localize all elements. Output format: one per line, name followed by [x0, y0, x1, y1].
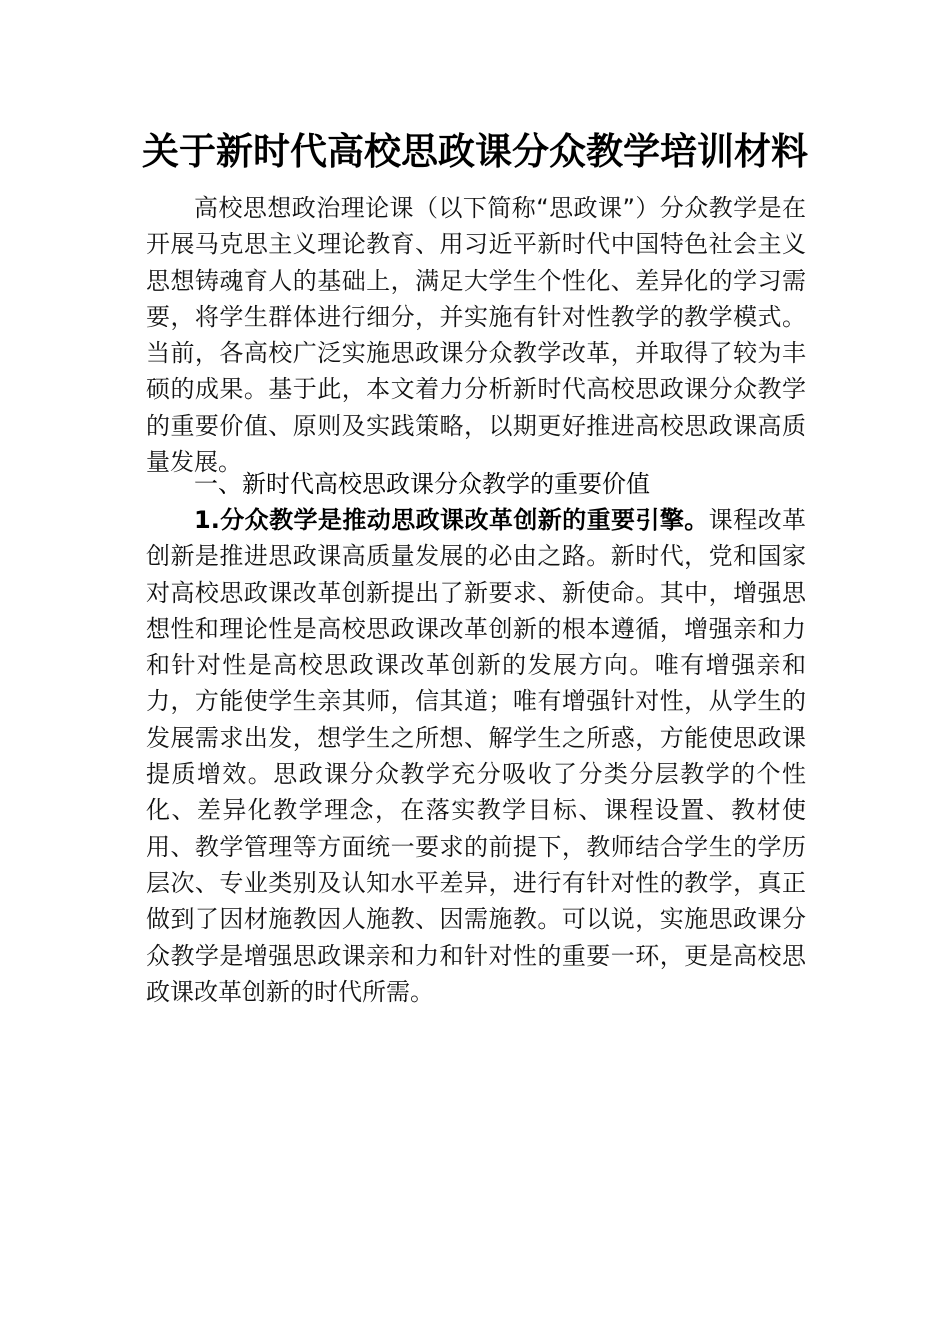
document-title: 关于新时代高校思政课分众教学培训材料	[142, 129, 808, 173]
section-heading: 一、新时代高校思政课分众教学的重要价值	[194, 470, 650, 498]
point-lead-sentence: 1.分众教学是推动思政课改革创新的重要引擎。	[194, 506, 709, 534]
point-paragraph	[146, 502, 806, 1010]
point-body-text: 课程改革创新是推进思政课高质量发展的必由之路。新时代，党和国家对高校思政课改革创新提出了新要求、新使命。其中，增强思想性和理论性是高校思政课改革创新的根本遵循，增强亲和力和针对性是高校思政课改革创新的发展方向。唯有增强亲和力，方能使学生亲其师，信其道；唯有增强针对性，从学生的发展需求出发，想学生之所想、解学生之所惑，方能使思政课提质增效。思政课分众教学充分吸收了分类分层教学的个性化、差异化教学理念，在落实教学目标、课程设置、教材使用、教学管理等方面统一要求的前提下，教师结合学生的学历层次、专业类别及认知水平差异，进行有针对性的教学，真正做到了因材施教因人施教、因需施教。可以说，实施思政课分众教学是增强思政课亲和力和针对性的重要一环，更是高校思政课改革创新的时代所需。	[146, 506, 806, 1006]
intro-paragraph: 高校思想政治理论课（以下简称“思政课”）分众教学是在开展马克思主义理论教育、用习近平新时代中国特色社会主义思想铸魂育人的基础上，满足大学生个性化、差异化的学习需要，将学生群体进行细分，并实施有针对性教学的教学模式。当前，各高校广泛实施思政课分众教学改革，并取得了较为丰硕的成果。基于此，本文着力分析新时代高校思政课分众教学的重要价值、原则及实践策略，以期更好推进高校思政课高质量发展。	[146, 194, 806, 477]
